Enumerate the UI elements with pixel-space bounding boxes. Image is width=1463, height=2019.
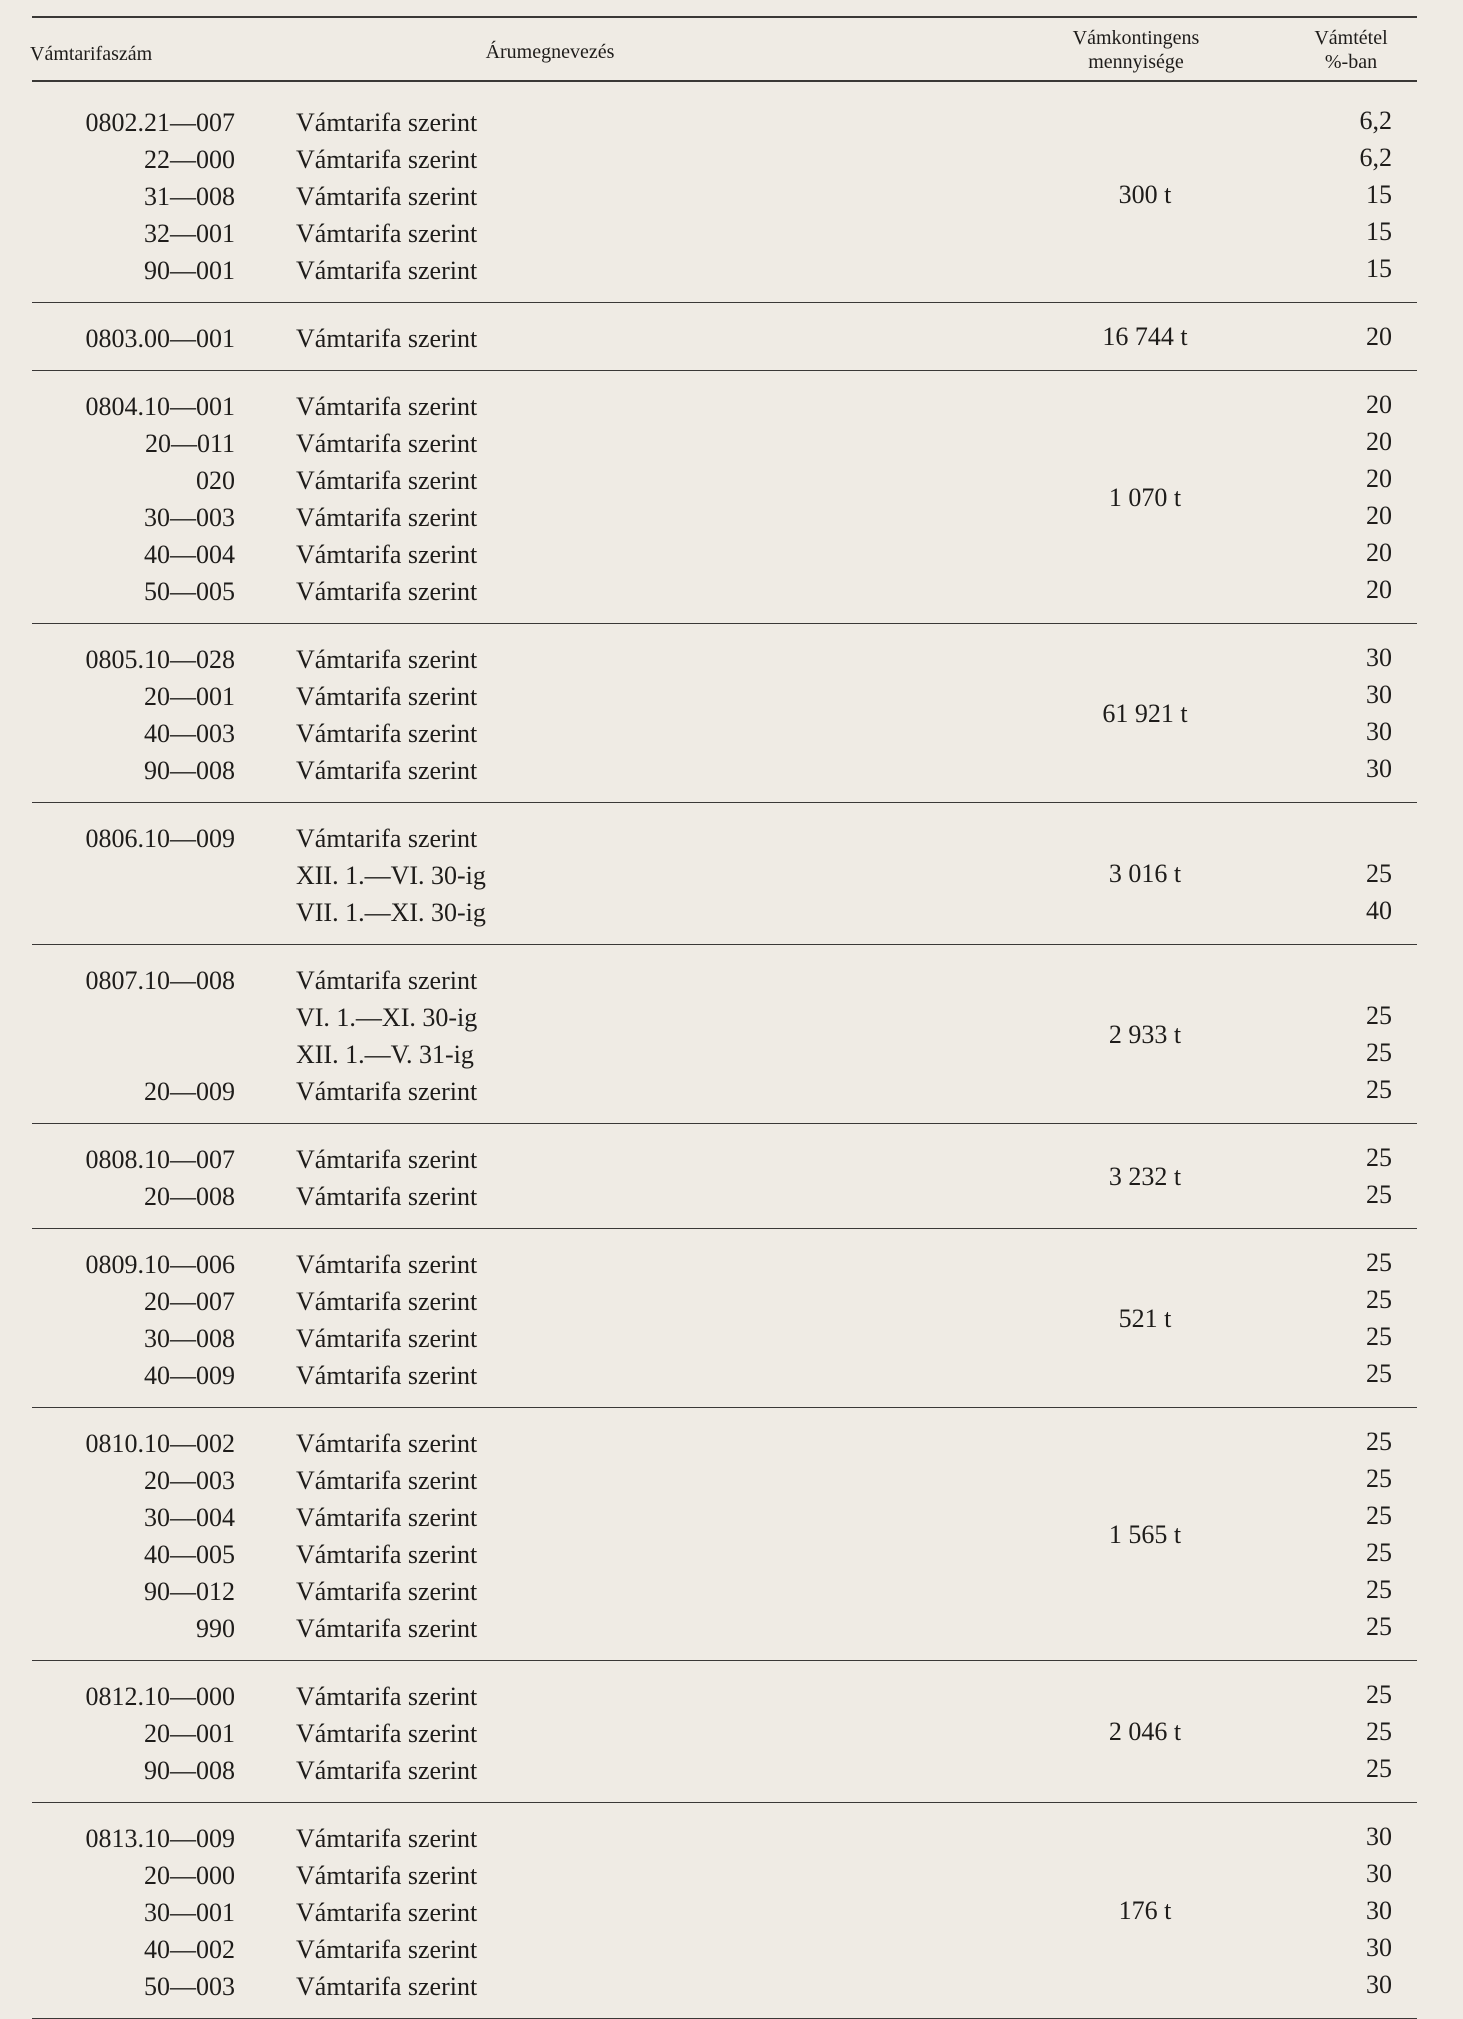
row-description: VII. 1.—XI. 30-ig — [296, 898, 486, 927]
row-rate: 20 — [1366, 464, 1392, 493]
row-code: 20—001 — [144, 1719, 235, 1748]
row-rate: 30 — [1366, 717, 1392, 746]
group-quota: 1 070 t — [1108, 482, 1182, 512]
header-quota — [1036, 26, 1236, 74]
row-description: Vámtarifa szerint — [296, 1250, 478, 1279]
row-rate: 15 — [1366, 254, 1392, 283]
row-rate: 25 — [1366, 1143, 1392, 1172]
group-quota: 2 933 t — [1108, 1019, 1182, 1049]
row-description: Vámtarifa szerint — [296, 1540, 478, 1569]
row-description: Vámtarifa szerint — [296, 966, 478, 995]
row-description: Vámtarifa szerint — [296, 1324, 478, 1353]
row-rate: 25 — [1366, 1717, 1392, 1746]
row-code: 50—003 — [144, 1972, 235, 2001]
row-rate: 6,2 — [1359, 106, 1392, 135]
row-description: Vámtarifa szerint — [296, 1614, 478, 1643]
group-separator-rule — [32, 302, 1417, 303]
group-quota: 3 016 t — [1108, 859, 1182, 888]
group-separator-rule — [32, 1228, 1417, 1229]
row-rate: 25 — [1366, 1075, 1392, 1104]
row-code: 20—000 — [144, 1861, 235, 1890]
row-description: Vámtarifa szerint — [296, 1361, 478, 1390]
row-code: 0812.10—000 — [85, 1682, 235, 1711]
row-rate: 25 — [1366, 1575, 1392, 1604]
row-code: 90—008 — [144, 756, 235, 785]
header-quota-line2: mennyisége — [1088, 51, 1184, 73]
row-description: Vámtarifa szerint — [296, 1145, 478, 1174]
header-top-rule — [32, 16, 1417, 18]
header-bottom-rule — [32, 80, 1417, 82]
row-rate: 30 — [1366, 754, 1392, 783]
row-description: Vámtarifa szerint — [296, 1182, 478, 1211]
row-description: Vámtarifa szerint — [296, 324, 478, 353]
row-code: 30—004 — [144, 1503, 235, 1532]
group-separator-rule — [32, 802, 1417, 803]
group-quota: 1 565 t — [1108, 1519, 1182, 1549]
row-code: 0807.10—008 — [85, 966, 235, 995]
row-description: Vámtarifa szerint — [296, 1682, 478, 1711]
row-description: Vámtarifa szerint — [296, 1429, 478, 1458]
row-code: 31—008 — [144, 182, 235, 211]
row-rate: 25 — [1366, 1680, 1392, 1709]
row-description: Vámtarifa szerint — [296, 182, 478, 211]
row-rate: 6,2 — [1359, 143, 1392, 172]
group-quota: 176 t — [1118, 1896, 1172, 1925]
row-code: 22—000 — [144, 145, 235, 174]
row-code: 50—005 — [144, 577, 235, 606]
row-description: Vámtarifa szerint — [296, 108, 478, 137]
row-code: 0802.21—007 — [85, 108, 235, 137]
header-rate — [1276, 26, 1426, 74]
row-description: Vámtarifa szerint — [296, 429, 478, 458]
row-description: Vámtarifa szerint — [296, 392, 478, 421]
row-description: Vámtarifa szerint — [296, 1756, 478, 1785]
row-code: 40—003 — [144, 719, 235, 748]
row-rate: 20 — [1366, 427, 1392, 456]
row-rate: 20 — [1366, 501, 1392, 530]
row-code: 020 — [196, 466, 235, 495]
row-code: 20—007 — [144, 1287, 235, 1316]
row-description: Vámtarifa szerint — [296, 540, 478, 569]
row-description: Vámtarifa szerint — [296, 824, 478, 853]
row-description: Vámtarifa szerint — [296, 1898, 478, 1927]
row-description: Vámtarifa szerint — [296, 577, 478, 606]
row-rate: 30 — [1366, 1859, 1392, 1888]
row-code: 20—001 — [144, 682, 235, 711]
group-quota: 521 t — [1118, 1303, 1172, 1333]
row-rate: 30 — [1366, 1933, 1392, 1962]
row-description: Vámtarifa szerint — [296, 1972, 478, 2001]
row-code: 30—001 — [144, 1898, 235, 1927]
row-code: 90—012 — [144, 1577, 235, 1606]
row-description: XII. 1.—V. 31-ig — [296, 1040, 474, 1069]
row-code: 40—004 — [144, 540, 235, 569]
group-quota: 61 921 t — [1102, 698, 1188, 728]
group-separator-rule — [32, 1123, 1417, 1124]
row-code: 990 — [196, 1614, 235, 1643]
row-code: 40—002 — [144, 1935, 235, 1964]
row-rate: 25 — [1366, 1248, 1392, 1277]
row-code: 30—008 — [144, 1324, 235, 1353]
row-description: Vámtarifa szerint — [296, 1466, 478, 1495]
row-code: 40—005 — [144, 1540, 235, 1569]
row-rate: 25 — [1366, 1501, 1392, 1530]
row-code: 0805.10—028 — [85, 645, 235, 674]
row-description: Vámtarifa szerint — [296, 682, 478, 711]
row-rate: 25 — [1366, 1427, 1392, 1456]
row-code: 0803.00—001 — [85, 324, 235, 353]
row-description: Vámtarifa szerint — [296, 1577, 478, 1606]
group-quota: 2 046 t — [1108, 1717, 1182, 1746]
group-separator-rule — [32, 1660, 1417, 1661]
row-rate: 40 — [1366, 896, 1392, 925]
row-rate: 25 — [1366, 1285, 1392, 1314]
row-rate: 25 — [1366, 1038, 1392, 1067]
header-desc: Árumegnevezés — [485, 41, 615, 63]
row-description: Vámtarifa szerint — [296, 756, 478, 785]
row-description: Vámtarifa szerint — [296, 466, 478, 495]
row-code: 90—001 — [144, 256, 235, 285]
group-quota: 16 744 t — [1102, 322, 1188, 351]
row-code: 20—011 — [144, 429, 235, 458]
row-rate: 15 — [1366, 180, 1392, 209]
row-code: 0813.10—009 — [85, 1824, 235, 1853]
header-quota-line1: Vámkontingens — [1072, 27, 1200, 49]
row-description: Vámtarifa szerint — [296, 1935, 478, 1964]
row-rate: 20 — [1366, 322, 1392, 351]
row-code: 0810.10—002 — [85, 1429, 235, 1458]
row-description: Vámtarifa szerint — [296, 145, 478, 174]
row-description: XII. 1.—VI. 30-ig — [296, 861, 486, 890]
row-code: 40—009 — [144, 1361, 235, 1390]
row-code: 20—003 — [144, 1466, 235, 1495]
row-rate: 25 — [1366, 1001, 1392, 1030]
group-separator-rule — [32, 944, 1417, 945]
row-rate: 30 — [1366, 1896, 1392, 1925]
group-quota: 3 232 t — [1108, 1161, 1182, 1191]
row-description: VI. 1.—XI. 30-ig — [296, 1003, 478, 1032]
row-code: 0809.10—006 — [85, 1250, 235, 1279]
row-code: 0808.10—007 — [85, 1145, 235, 1174]
group-separator-rule — [32, 1802, 1417, 1803]
row-rate: 25 — [1366, 1538, 1392, 1567]
row-rate: 25 — [1366, 1464, 1392, 1493]
group-separator-rule — [32, 370, 1417, 371]
group-quota: 300 t — [1118, 180, 1172, 209]
row-description: Vámtarifa szerint — [296, 256, 478, 285]
row-code: 20—008 — [144, 1182, 235, 1211]
row-rate: 25 — [1366, 1754, 1392, 1783]
row-rate: 30 — [1366, 1822, 1392, 1851]
row-rate: 25 — [1366, 859, 1392, 888]
row-description: Vámtarifa szerint — [296, 1287, 478, 1316]
row-rate: 20 — [1366, 390, 1392, 419]
row-rate: 20 — [1366, 538, 1392, 567]
row-rate: 30 — [1366, 643, 1392, 672]
row-code: 20—009 — [144, 1077, 235, 1106]
header-code: Vámtarifaszám — [30, 43, 153, 65]
row-rate: 25 — [1366, 1322, 1392, 1351]
group-separator-rule — [32, 623, 1417, 624]
row-code: 30—003 — [144, 503, 235, 532]
header-rate-line1: Vámtétel — [1314, 27, 1388, 49]
row-code: 0806.10—009 — [85, 824, 235, 853]
row-description: Vámtarifa szerint — [296, 1824, 478, 1853]
row-description: Vámtarifa szerint — [296, 219, 478, 248]
row-code: 32—001 — [144, 219, 235, 248]
row-rate: 25 — [1366, 1180, 1392, 1209]
row-rate: 20 — [1366, 575, 1392, 604]
row-rate: 25 — [1366, 1359, 1392, 1388]
row-description: Vámtarifa szerint — [296, 1719, 478, 1748]
row-description: Vámtarifa szerint — [296, 719, 478, 748]
group-separator-rule — [32, 1407, 1417, 1408]
row-description: Vámtarifa szerint — [296, 645, 478, 674]
row-description: Vámtarifa szerint — [296, 1077, 478, 1106]
header-rate-line2: %-ban — [1324, 51, 1378, 73]
row-code: 90—008 — [144, 1756, 235, 1785]
row-code: 0804.10—001 — [85, 392, 235, 421]
row-description: Vámtarifa szerint — [296, 1861, 478, 1890]
row-rate: 25 — [1366, 1612, 1392, 1641]
row-description: Vámtarifa szerint — [296, 503, 478, 532]
row-rate: 30 — [1366, 1970, 1392, 1999]
row-rate: 15 — [1366, 217, 1392, 246]
row-description: Vámtarifa szerint — [296, 1503, 478, 1532]
row-rate: 30 — [1366, 680, 1392, 709]
